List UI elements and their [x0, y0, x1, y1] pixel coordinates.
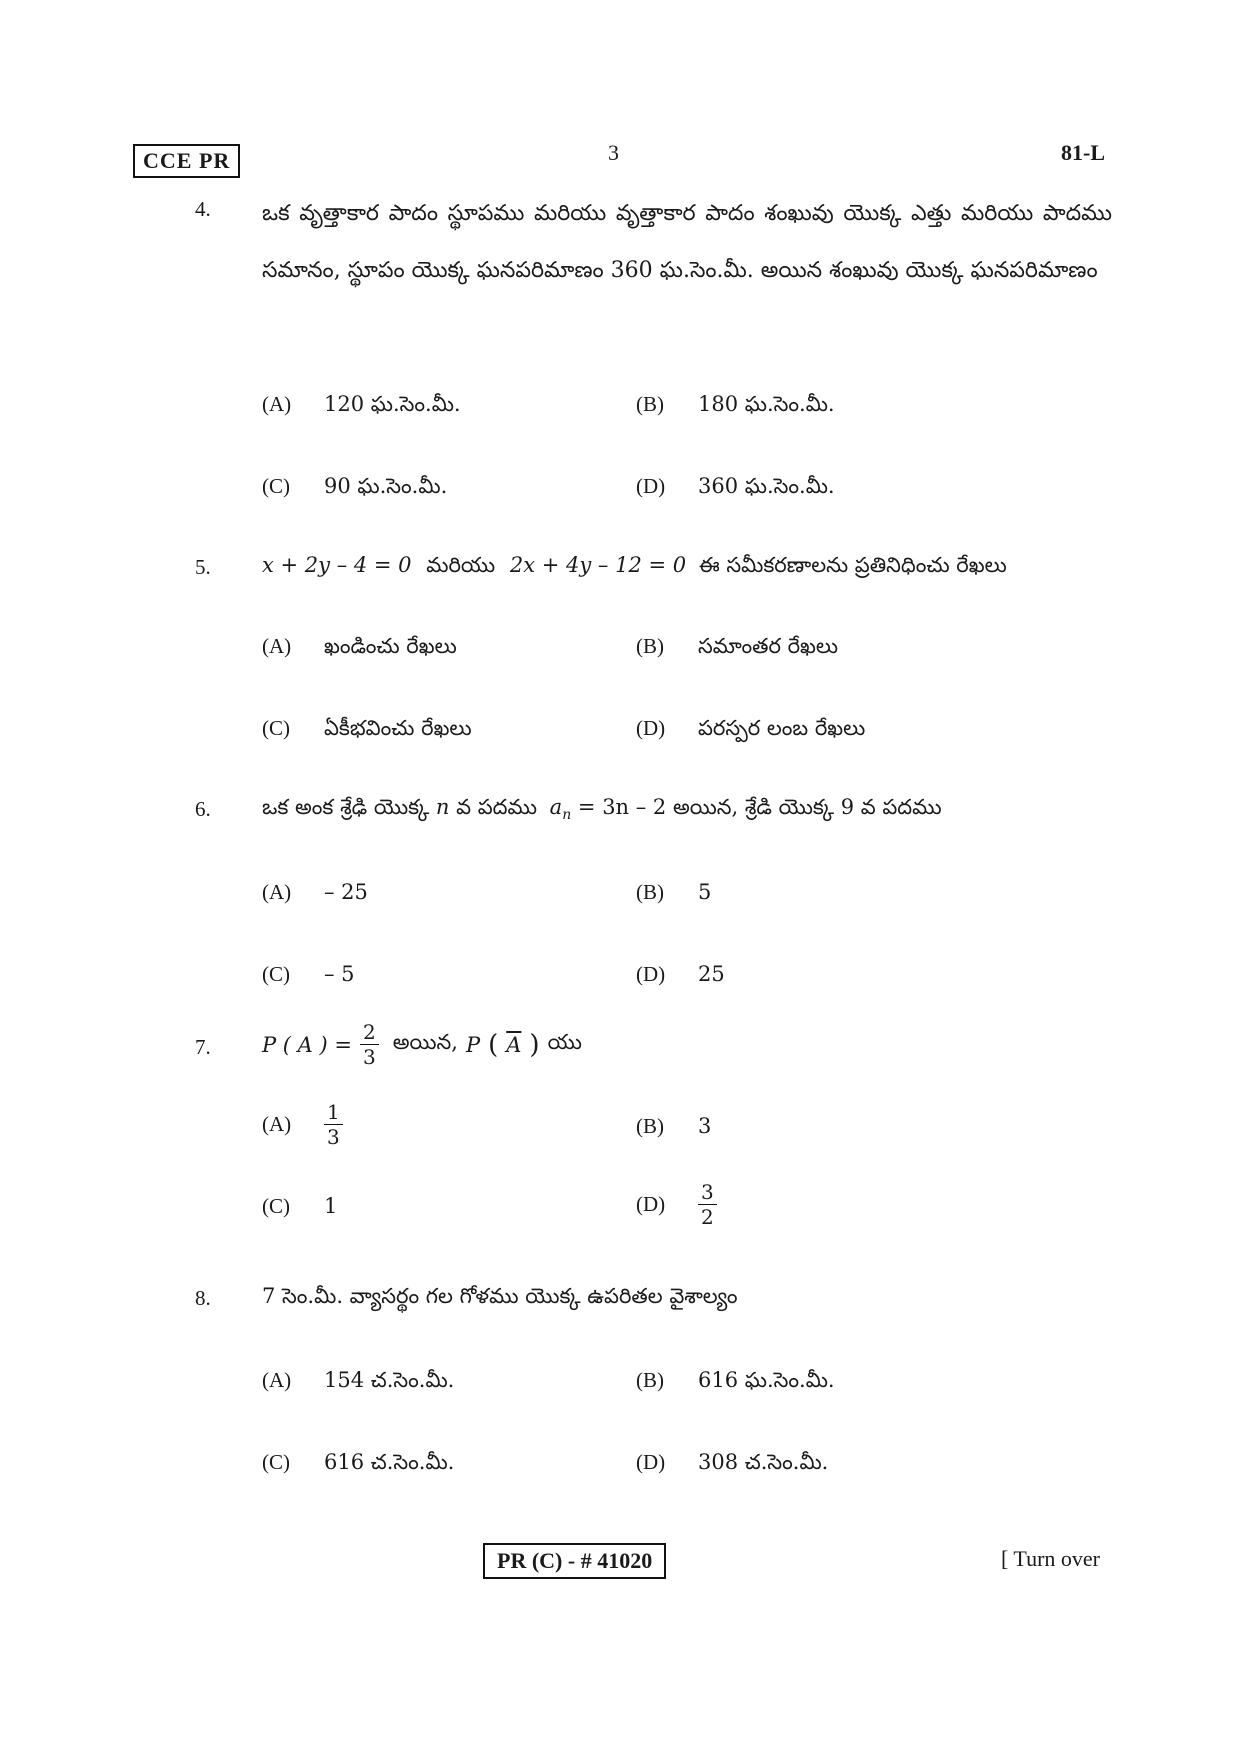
option-label: (B) [636, 634, 664, 658]
question-6-text [262, 795, 942, 825]
question-8-option-a[interactable] [262, 1368, 454, 1398]
question-6-option-d[interactable] [636, 962, 725, 987]
option-label: (C) [262, 1450, 290, 1474]
fraction-denominator: 2 [701, 1205, 714, 1229]
turn-over-note: [ Turn over [1000, 1546, 1100, 1571]
question-7-mid: అయిన, [392, 1029, 458, 1054]
fraction-numerator: 3 [698, 1180, 717, 1205]
option-label: (C) [262, 716, 290, 740]
question-7-end: యు [547, 1029, 582, 1054]
question-5-option-d[interactable] [636, 716, 865, 746]
option-label: (C) [262, 474, 290, 498]
equation-2: 2x + 4y – 12 = 0 [509, 553, 687, 577]
probability-lhs: P ( A ) = [262, 1032, 352, 1057]
option-label: (D) [636, 474, 666, 498]
question-6-option-b[interactable] [636, 880, 711, 905]
question-6-option-a[interactable] [262, 880, 368, 905]
question-5-tail: ఈ సమీకరణాలను ప్రతినిధించు రేఖలు [698, 553, 1007, 577]
header-code-box: CCE PR [133, 144, 240, 178]
question-4-text: ఒక వృత్తాకార పాదం స్థూపము మరియు వృత్తాకార పాదం శంఖువు యొక్క ఎత్తు మరియు పాదము సమానం, స్థూపం యొక్క ఘనపరిమాణం 360 ఘ.సెం.మీ. అయిన శంఖువు యొక్క ఘనపరిమాణం [262, 201, 1112, 283]
option-label: (D) [636, 962, 666, 986]
question-4-option-d[interactable] [636, 474, 835, 504]
formula-subscript: n [562, 807, 572, 824]
fraction-denominator: 3 [362, 1045, 376, 1069]
option-text: 616 ఘ.సెం.మీ. [698, 1368, 835, 1392]
footer-code-box: PR (C) - # 41020 [483, 1543, 666, 1579]
question-8-number: 8. [195, 1286, 211, 1310]
conjunction: మరియు [426, 553, 496, 577]
question-6-part-a: ఒక అంక శ్రేఢి యొక్క [262, 795, 430, 819]
fraction-two-thirds [360, 1020, 379, 1069]
question-7-option-b[interactable] [636, 1114, 711, 1139]
option-label: (A) [262, 880, 292, 904]
option-text: 90 ఘ.సెం.మీ. [324, 474, 448, 498]
question-5-option-a[interactable] [262, 634, 457, 664]
page-number: 3 [608, 140, 619, 165]
question-7-option-c[interactable] [262, 1194, 337, 1219]
option-label: (A) [262, 392, 292, 416]
question-8-option-c[interactable] [262, 1450, 454, 1480]
question-6-option-c[interactable] [262, 962, 355, 987]
option-text: 120 ఘ.సెం.మీ. [324, 392, 461, 416]
formula-lhs: a [549, 795, 563, 819]
option-text: 180 ఘ.సెం.మీ. [698, 392, 835, 416]
option-label: (D) [636, 1192, 666, 1216]
question-5-option-c[interactable] [262, 716, 472, 746]
option-text: సమాంతర రేఖలు [698, 634, 839, 658]
question-4-number: 4. [195, 197, 211, 221]
paper-code: 81-L [1061, 140, 1105, 165]
question-6-number: 6. [195, 797, 211, 821]
fraction-numerator: 2 [360, 1020, 379, 1045]
fraction-denominator: 3 [327, 1125, 340, 1149]
option-text: – 25 [324, 880, 368, 904]
option-text: 360 ఘ.సెం.మీ. [698, 474, 835, 498]
option-text: ఖండించు రేఖలు [324, 634, 457, 658]
question-4-option-a[interactable] [262, 392, 461, 422]
complement-a: $\overline{A}$ [506, 1032, 522, 1057]
question-7-option-a[interactable] [262, 1100, 343, 1149]
probability-p: P [465, 1032, 481, 1057]
option-label: (C) [262, 1194, 290, 1218]
fraction-numerator: 1 [324, 1100, 343, 1125]
option-text: 1 [324, 1194, 338, 1218]
option-label: (B) [636, 880, 664, 904]
option-text: 5 [698, 880, 712, 904]
option-text: – 5 [324, 962, 355, 986]
question-8-option-d[interactable] [636, 1450, 828, 1480]
question-4-option-b[interactable] [636, 392, 835, 422]
question-8-option-b[interactable] [636, 1368, 835, 1398]
option-label: (A) [262, 1112, 292, 1136]
option-text: 25 [698, 962, 725, 986]
option-label: (A) [262, 634, 292, 658]
question-7-number: 7. [195, 1035, 211, 1059]
question-7-text [262, 1020, 582, 1069]
question-5-number: 5. [195, 555, 211, 579]
question-7-option-d[interactable] [636, 1180, 717, 1229]
option-text: 308 చ.సెం.మీ. [698, 1450, 829, 1474]
option-label: (B) [636, 1114, 664, 1138]
option-label: (C) [262, 962, 290, 986]
question-5-option-b[interactable] [636, 634, 838, 664]
option-fraction [698, 1180, 717, 1229]
option-text: 3 [698, 1114, 712, 1138]
option-text: 616 చ.సెం.మీ. [324, 1450, 455, 1474]
question-8-text: 7 సెం.మీ. వ్యాసర్థం గల గోళము యొక్క ఉపరితల వైశాల్యం [262, 1284, 738, 1308]
option-label: (D) [636, 1450, 666, 1474]
option-fraction [324, 1100, 343, 1149]
option-label: (B) [636, 392, 664, 416]
option-text: 154 చ.సెం.మీ. [324, 1368, 455, 1392]
option-text: పరస్పర లంబ రేఖలు [698, 716, 866, 740]
option-label: (A) [262, 1368, 292, 1392]
question-4-option-c[interactable] [262, 474, 447, 504]
question-6-part-b: వ పదము [456, 795, 537, 819]
paren-close-icon: ) [529, 1029, 540, 1060]
formula-rhs: = 3n – 2 [577, 795, 667, 819]
option-label: (D) [636, 716, 666, 740]
option-text: ఏకీభవించు రేఖలు [324, 716, 472, 740]
variable-n: n [435, 795, 450, 819]
question-5-text [262, 553, 1007, 583]
question-6-part-c: అయిన, శ్రేడి యొక్క 9 వ పదము [672, 795, 942, 819]
option-label: (B) [636, 1368, 664, 1392]
equation-1: x + 2y – 4 = 0 [262, 553, 412, 577]
paren-open-icon: ( [488, 1029, 499, 1060]
